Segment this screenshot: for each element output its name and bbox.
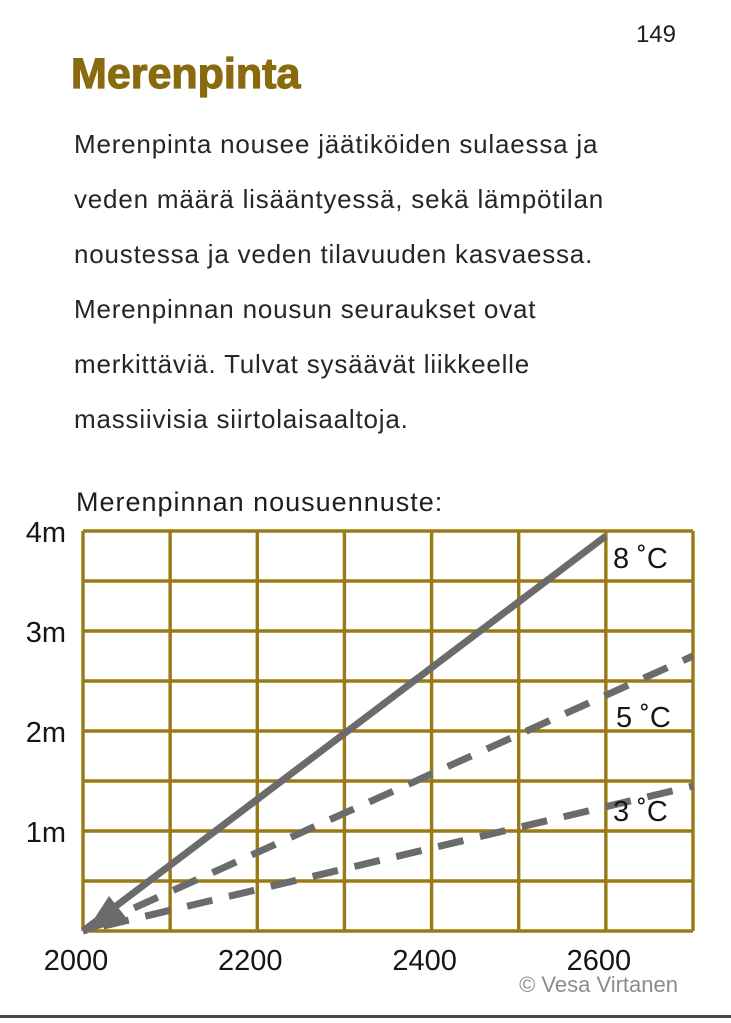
series-label-3˚C: 3 ˚C [613,796,668,828]
body-line: noustessa ja veden tilavuuden kasvaessa. [74,239,594,269]
x-axis-tick-label: 2400 [392,945,457,977]
x-axis-tick-label: 2000 [43,945,109,977]
footer-bar [0,1015,731,1018]
y-axis-tick-label: 2m [25,717,66,749]
body-line: merkittäviä. Tulvat sysäävät liikkeelle [74,349,531,379]
x-axis-tick-label: 2200 [218,945,283,977]
body-paragraph [74,117,694,447]
body-line: massiivisia siirtolaisaaltoja. [74,404,409,434]
copyright-text: © Vesa Virtanen [519,972,678,997]
series-label-8˚C: 8 ˚C [613,543,668,575]
y-axis-tick-label: 3m [25,617,66,649]
y-axis-tick-label: 4m [25,517,66,549]
page-number: 149 [635,21,676,48]
page-title: Merenpinta [71,50,301,98]
series-line-3˚C [83,786,693,931]
chart-heading: Merenpinnan nousuennuste: [76,487,444,517]
series-line-8˚C [83,536,606,931]
series-label-5˚C: 5 ˚C [616,702,671,734]
origin-arrowhead-icon [85,896,128,933]
body-line: Merenpinta nousee jäätiköiden sulaessa ja [74,129,599,159]
x-axis-tick-label: 2600 [566,945,632,977]
series-line-5˚C [83,656,693,931]
body-line: veden määrä lisääntyessä, sekä lämpötilan [74,184,604,214]
y-axis-tick-label: 1m [25,817,66,849]
body-line: Merenpinnan nousun seuraukset ovat [74,294,537,324]
